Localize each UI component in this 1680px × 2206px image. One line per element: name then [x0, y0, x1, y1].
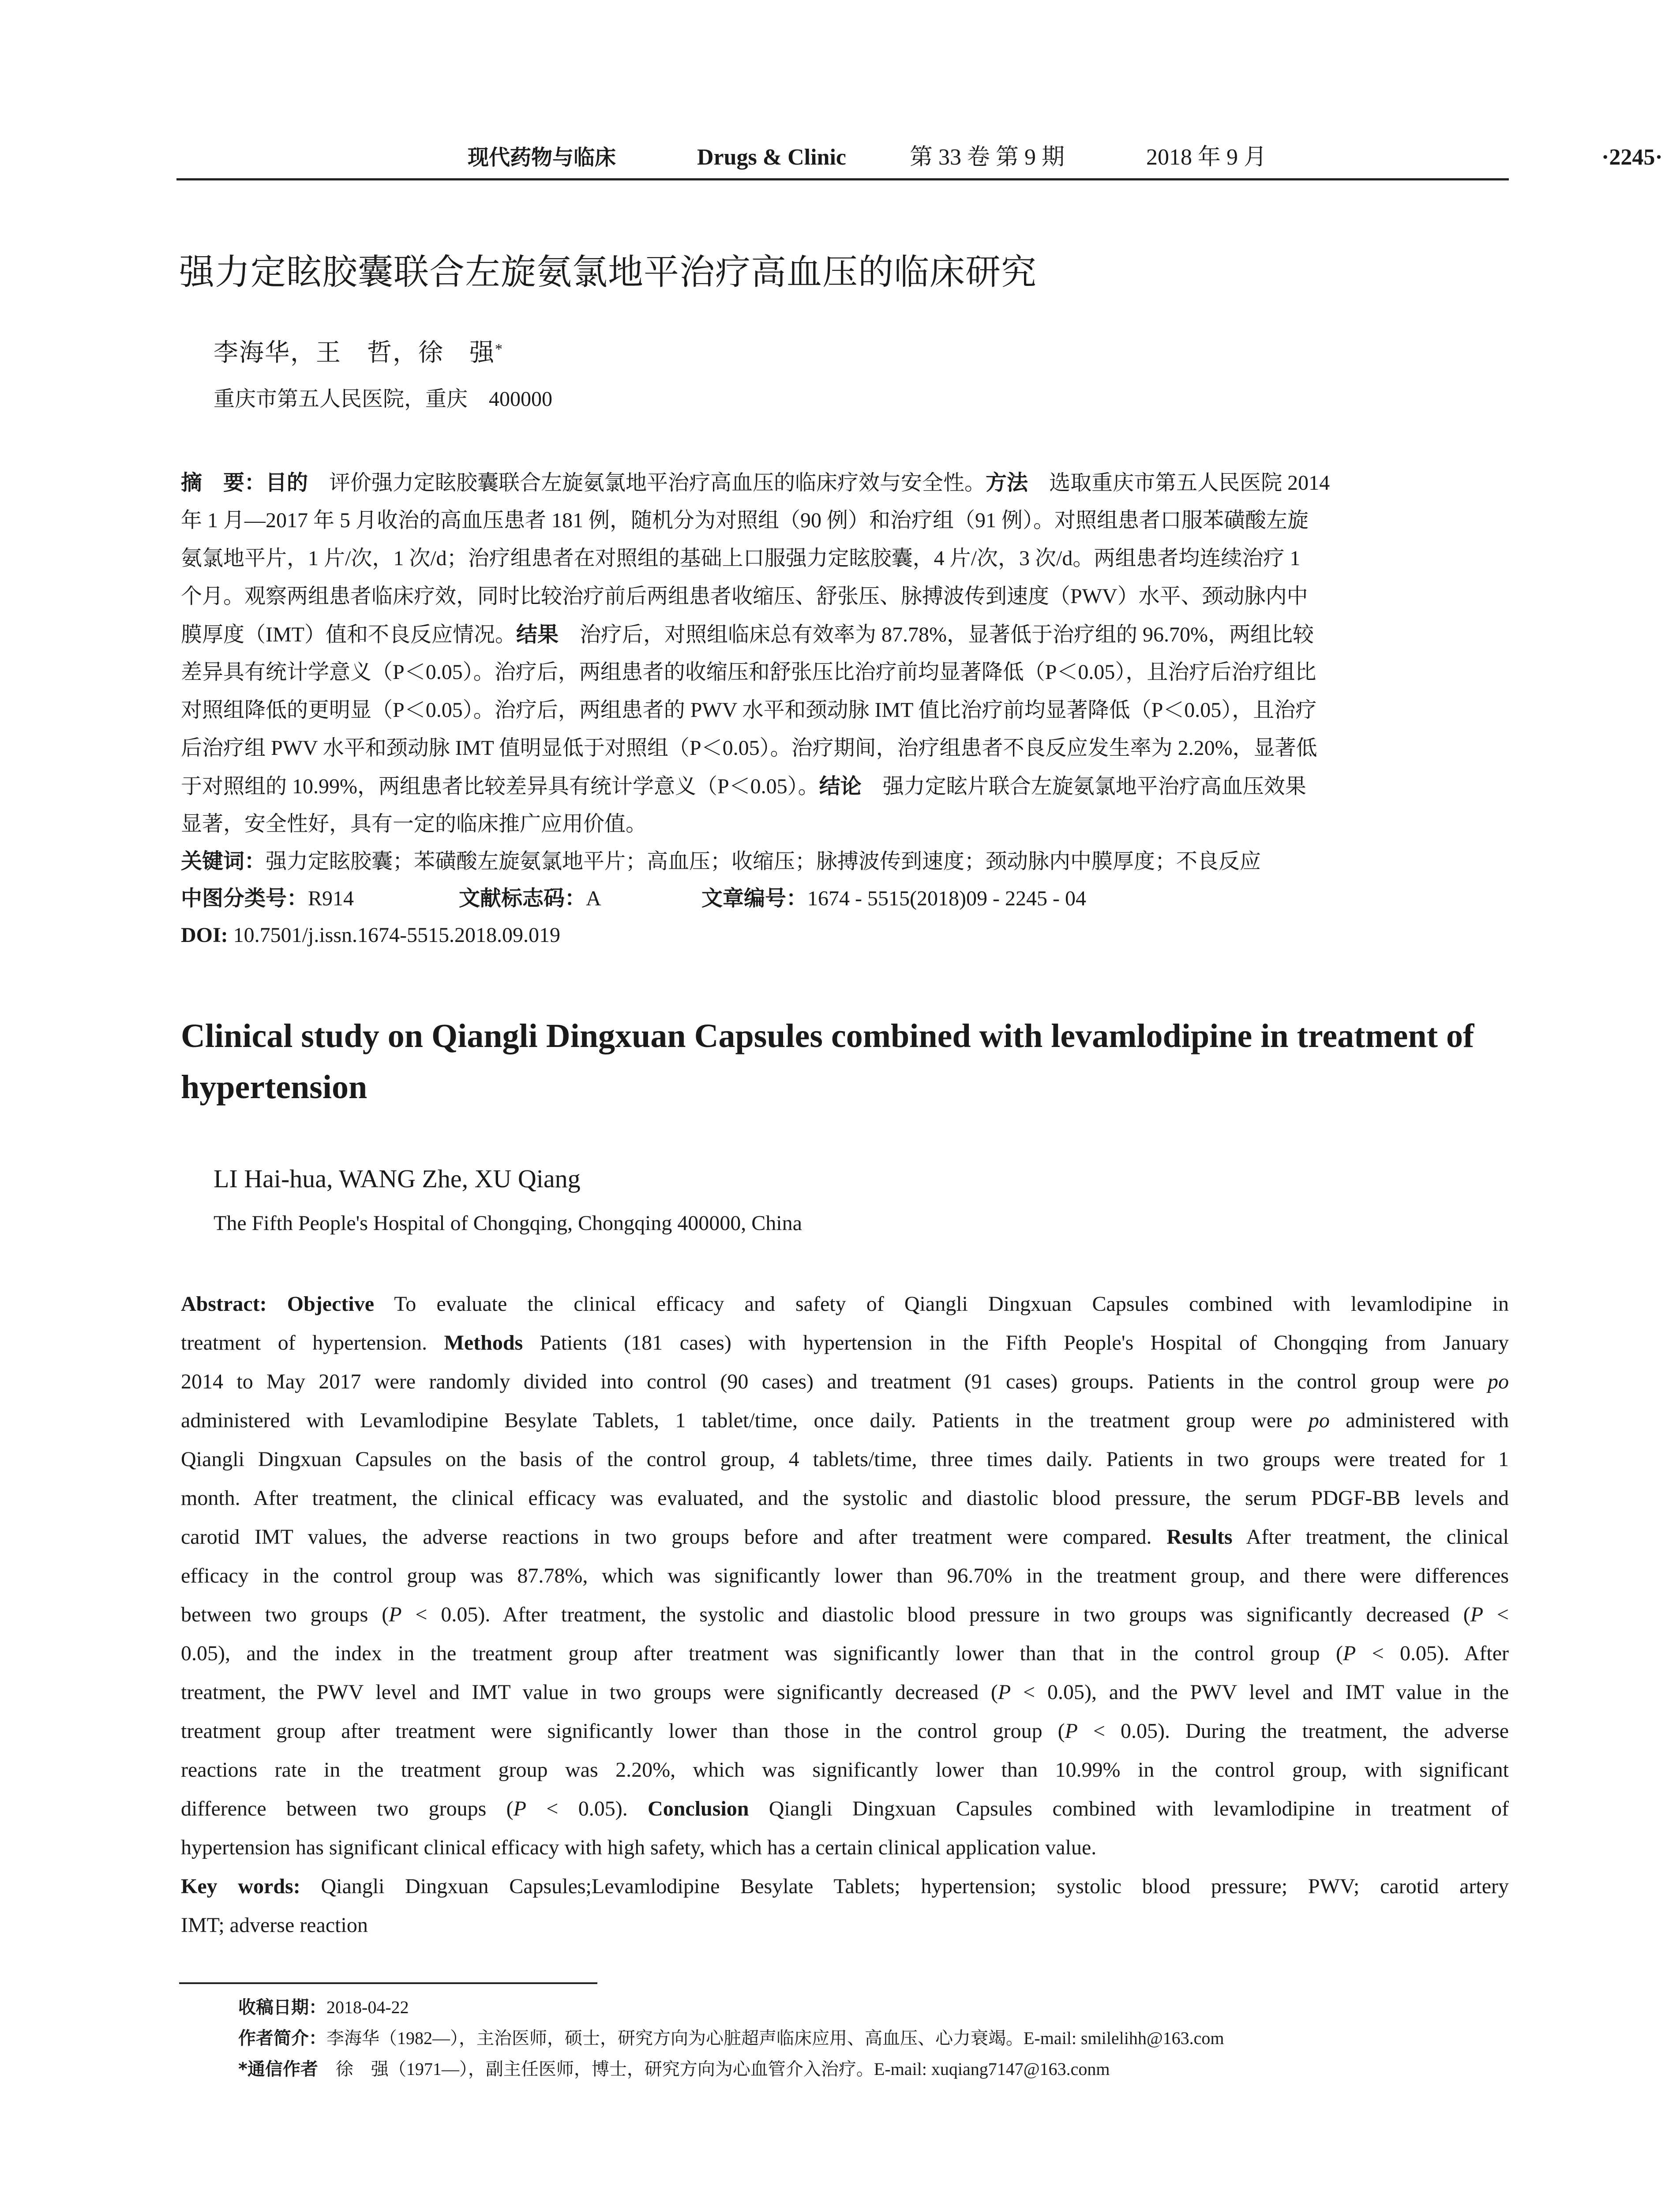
corr-label: *通信作者	[238, 2059, 318, 2079]
abstract-cn-line: 氨氯地平片，1 片/次，1 次/d；治疗组患者在对照组的基础上口服强力定眩胶囊，4 片/次，3 次/d。两组患者均连续治疗 1	[181, 547, 1301, 570]
header-rule	[176, 178, 1509, 180]
page-number: ·2245·	[1601, 145, 1663, 170]
classification-line	[181, 882, 354, 915]
issue-date: 2018 年 9 月	[1146, 145, 1267, 170]
corresponding-author: *通信作者 徐 强（1971—），副主任医师，博士，研究方向为心血管介入治疗。E-mail: xuqiang7147@163.conm	[238, 2059, 1110, 2079]
abstract-en-line: difference between two groups (P < 0.05). Conclusion Qiangli Dingxuan Capsules combined with levamlodipine in treatment of	[181, 1797, 1509, 1820]
abstract-en-line: Qiangli Dingxuan Capsules on the basis of the control group, 4 tablets/time, three times daily. Patients in two groups were treated for 1	[181, 1448, 1509, 1471]
keywords-cn-text: 强力定眩胶囊；苯磺酸左旋氨氯地平片；高血压；收缩压；脉搏波传到速度；颈动脉内中膜厚度；不良反应	[266, 850, 1261, 873]
abstract-en-line: carotid IMT values, the adverse reactions in two groups before and after treatment were compared. Results After treatment, the clinical	[181, 1525, 1509, 1549]
article-number-label: 文章编号：	[701, 886, 808, 911]
title-en: Clinical study on Qiangli Dingxuan Capsules combined with levamlodipine in treatment of hypertension	[181, 1017, 1474, 1106]
received-date: 收稿日期：2018-04-22	[238, 1997, 409, 2018]
conclusion-label-cn: 结论	[819, 774, 862, 799]
keywords-label-en: Key words:	[181, 1875, 300, 1898]
abstract-cn-line: 于对照组的 10.99%，两组患者比较差异具有统计学意义（P＜0.05）。结论 强力定眩片联合左旋氨氯地平治疗高血压效果	[181, 774, 1306, 799]
author-bio: 作者简介：李海华（1982—），主治医师，硕士，研究方向为心脏超声临床应用、高血压、心力衰竭。E-mail: smilelihh@163.com	[238, 2028, 1224, 2048]
results-label-en: Results	[1166, 1525, 1233, 1549]
doc-code	[459, 882, 601, 915]
doi-label: DOI:	[181, 923, 228, 947]
authors-cn	[214, 335, 503, 371]
journal-name-cn: 现代药物与临床	[468, 145, 616, 170]
affiliation-cn: 重庆市第五人民医院，重庆 400000	[214, 387, 553, 411]
footnote-rule	[179, 1982, 597, 1984]
received-label: 收稿日期：	[238, 1997, 326, 2018]
volume-issue: 第 33 卷 第 9 期	[910, 145, 1065, 170]
abstract-cn-line: 膜厚度（IMT）值和不良反应情况。结果 治疗后，对照组临床总有效率为 87.78%，显著低于治疗组的 96.70%，两组比较	[181, 622, 1314, 647]
doi-value: 10.7501/j.issn.1674-5515.2018.09.019	[228, 923, 561, 947]
authors-en: LI Hai-hua, WANG Zhe, XU Qiang	[214, 1164, 581, 1193]
abstract-en-line: treatment group after treatment were significantly lower than those in the control group (P < 0.05). During the treatment, the adverse	[181, 1719, 1509, 1743]
bio-label: 作者简介：	[238, 2028, 326, 2048]
methods-label-en: Methods	[444, 1331, 523, 1354]
abstract-cn-line: 显著，安全性好，具有一定的临床推广应用价值。	[181, 812, 647, 836]
objective-label-cn: 目的	[266, 470, 308, 495]
running-header	[176, 142, 1663, 178]
doc-code-value: A	[586, 887, 601, 910]
authors-cn-text: 李海华，王 哲，徐 强	[214, 339, 495, 367]
methods-label-cn: 方法	[986, 470, 1028, 495]
abstract-label-en: Abstract: Objective	[181, 1292, 375, 1316]
conclusion-label-en: Conclusion	[648, 1797, 749, 1820]
journal-name-en: Drugs & Clinic	[697, 145, 846, 170]
abstract-en-line: treatment, the PWV level and IMT value in two groups were significantly decreased (P < 0.05), and the PWV level and IMT value in the	[181, 1681, 1509, 1704]
abstract-en-line: between two groups (P < 0.05). After treatment, the systolic and diastolic blood pressure in two groups was significantly decreased (P <	[181, 1603, 1509, 1626]
abstract-en-line: efficacy in the control group was 87.78%, which was significantly lower than 96.70% in the treatment group, and there were differences	[181, 1564, 1509, 1587]
results-label-cn: 结果	[516, 622, 559, 647]
title-cn: 强力定眩胶囊联合左旋氨氯地平治疗高血压的临床研究	[179, 251, 1037, 293]
keywords-cn	[181, 845, 1261, 878]
clc-label: 中图分类号：	[181, 886, 308, 911]
keywords-en: Key words: Qiangli Dingxuan Capsules;Levamlodipine Besylate Tablets; hypertension; systolic blood pressure; PWV; carotid artery	[181, 1875, 1509, 1898]
abstract-en-line: hypertension has significant clinical efficacy with high safety, which has a certain clinical application value.	[181, 1836, 1097, 1859]
abstract-en-line: 0.05), and the index in the treatment group after treatment was significantly lower than that in the control group (P < 0.05). After	[181, 1642, 1509, 1665]
abstract-cn-line: 对照组降低的更明显（P＜0.05）。治疗后，两组患者的 PWV 水平和颈动脉 IMT 值比治疗前均显著降低（P＜0.05），且治疗	[181, 698, 1317, 722]
corresponding-mark: *	[495, 341, 503, 357]
keywords-en-cont: IMT; adverse reaction	[181, 1913, 368, 1937]
keywords-label-cn: 关键词：	[181, 849, 266, 874]
abstract-cn-line: 差异具有统计学意义（P＜0.05）。治疗后，两组患者的收缩压和舒张压比治疗前均显著降低（P＜0.05），且治疗后治疗组比	[181, 660, 1316, 684]
doi-line	[181, 919, 560, 951]
abstract-en-line: administered with Levamlodipine Besylate Tablets, 1 tablet/time, once daily. Patients in the treatment group were po administered with	[181, 1409, 1509, 1432]
article-number-value: 1674 - 5515(2018)09 - 2245 - 04	[807, 887, 1086, 910]
abstract-cn-line: 后治疗组 PWV 水平和颈动脉 IMT 值明显低于对照组（P＜0.05）。治疗期间，治疗组患者不良反应发生率为 2.20%，显著低	[181, 736, 1317, 760]
abstract-label-cn: 摘 要：	[181, 470, 266, 495]
doc-code-label: 文献标志码：	[459, 886, 586, 911]
abstract-en-line: Abstract: Objective To evaluate the clinical efficacy and safety of Qiangli Dingxuan Capsules combined with levamlodipine in	[181, 1292, 1509, 1316]
abstract-cn-line: 摘 要：目的 评价强力定眩胶囊联合左旋氨氯地平治疗高血压的临床疗效与安全性。方法 选取重庆市第五人民医院 2014	[181, 470, 1330, 495]
abstract-en-line: 2014 to May 2017 were randomly divided into control (90 cases) and treatment (91 cases) groups. Patients in the control group were po	[181, 1370, 1509, 1393]
abstract-en-line: reactions rate in the treatment group was 2.20%, which was significantly lower than 10.99% in the control group, with significant	[181, 1758, 1509, 1782]
abstract-en-line: treatment of hypertension. Methods Patients (181 cases) with hypertension in the Fifth People's Hospital of Chongqing from January	[181, 1331, 1509, 1354]
article-number	[701, 882, 1086, 915]
abstract-cn-line: 个月。观察两组患者临床疗效，同时比较治疗前后两组患者收缩压、舒张压、脉搏波传到速度（PWV）水平、颈动脉内中	[181, 585, 1308, 608]
affiliation-en: The Fifth People's Hospital of Chongqing, Chongqing 400000, China	[214, 1212, 802, 1235]
abstract-en-line: month. After treatment, the clinical efficacy was evaluated, and the systolic and diastolic blood pressure, the serum PDGF-BB levels and	[181, 1486, 1509, 1510]
clc-value: R914	[308, 887, 354, 910]
abstract-cn-line: 年 1 月—2017 年 5 月收治的高血压患者 181 例，随机分为对照组（90 例）和治疗组（91 例）。对照组患者口服苯磺酸左旋	[181, 509, 1309, 532]
